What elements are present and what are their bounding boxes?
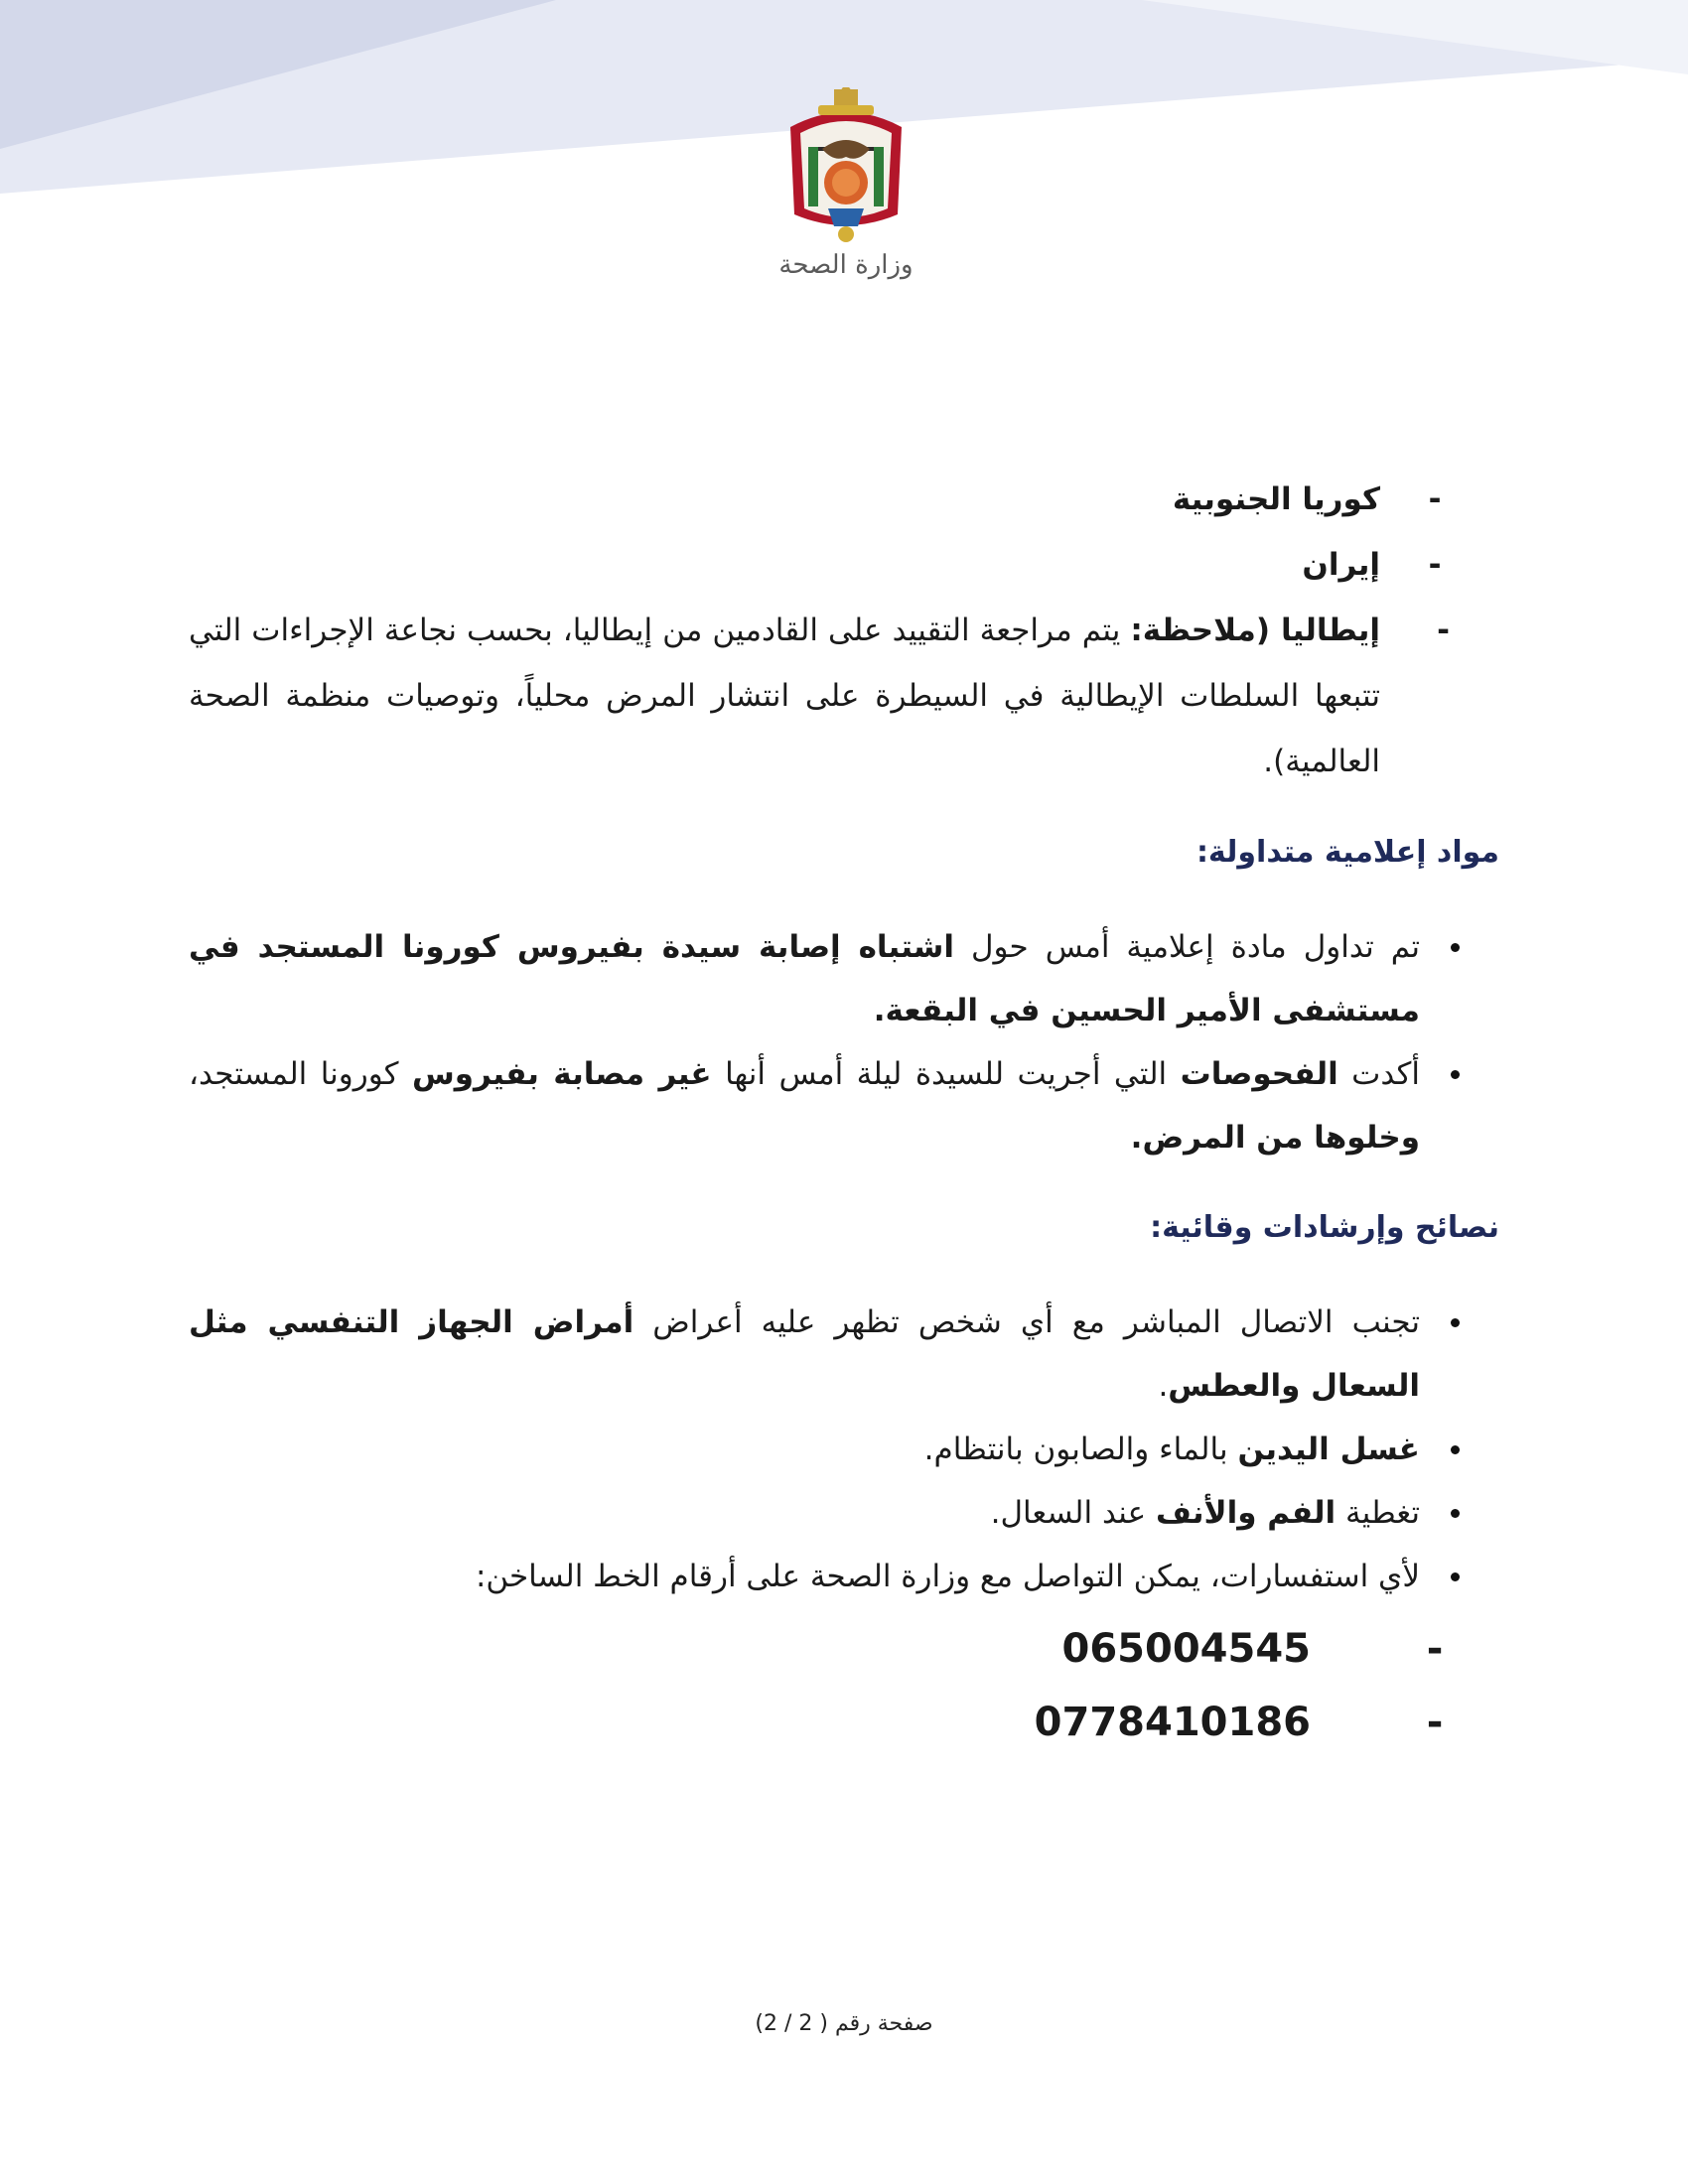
bold-text: غير مصابة بفيروس — [411, 1056, 712, 1092]
bullet-icon — [1451, 1509, 1460, 1518]
coat-of-arms-icon — [778, 87, 914, 246]
advice-list — [189, 1291, 1499, 1608]
list-item — [189, 1042, 1499, 1169]
list-item — [189, 1545, 1499, 1608]
bold-text: الفحوصات — [1180, 1056, 1338, 1092]
country-name: إيران — [1302, 547, 1380, 583]
bullet-icon — [1451, 1445, 1460, 1454]
list-item — [189, 915, 1499, 1042]
dash-marker: - — [1437, 613, 1450, 648]
list-item — [189, 1291, 1499, 1418]
country-list — [189, 467, 1499, 794]
dash-marker: - — [1426, 1700, 1444, 1745]
page-number: صفحة رقم ( 2 / 2) — [755, 2011, 933, 2036]
hotline-number: 0778410186 — [1034, 1700, 1311, 1745]
text-run: تجنب الاتصال المباشر مع أي شخص تظهر عليه أعراض — [633, 1304, 1420, 1340]
advice-section-heading: نصائح وإرشادات وقائية: — [1150, 1210, 1499, 1245]
text-run: تغطية — [1336, 1495, 1420, 1531]
dash-marker: - — [1426, 1626, 1444, 1672]
text-run: كورونا المستجد، — [189, 1056, 412, 1092]
list-item — [189, 1481, 1499, 1545]
bold-text: غسل اليدين — [1237, 1432, 1420, 1467]
text-run: التي أجريت للسيدة ليلة أمس أنها — [711, 1056, 1181, 1092]
bullet-icon — [1451, 1572, 1460, 1581]
country-name: كوريا الجنوبية — [1172, 481, 1380, 517]
bold-text: اشتباه إصابة سيدة بفيروس كورونا المستجد في مستشفى الأمير الحسين في البقعة. — [189, 929, 1420, 1028]
list-item — [189, 467, 1450, 532]
hotline-number: 065004545 — [1061, 1626, 1311, 1672]
bullet-icon — [1451, 1318, 1460, 1327]
dash-marker: - — [1428, 547, 1442, 583]
bold-text: أمراض الجهاز التنفسي مثل السعال والعطس — [189, 1304, 1420, 1404]
bold-text: وخلوها من المرض. — [1130, 1120, 1420, 1156]
country-note: يتم مراجعة التقييد على القادمين من إيطاليا، بحسب نجاعة الإجراءات التي تتبعها السلطات الإيطالية في السيطرة على انتشار المرض محلياً، وتوصيات منظمة الصحة العالمية). — [189, 613, 1380, 779]
text-run: بالماء والصابون بانتظام. — [923, 1432, 1238, 1467]
media-section-heading: مواد إعلامية متداولة: — [1196, 835, 1499, 870]
hotline-item — [189, 1686, 1450, 1759]
list-item — [189, 532, 1450, 598]
media-list — [189, 915, 1499, 1169]
bold-text: الفم والأنف — [1155, 1495, 1336, 1531]
dash-marker: - — [1428, 481, 1442, 517]
bullet-icon — [1451, 1070, 1460, 1079]
document-body — [189, 467, 1499, 1759]
text-run: أكدت — [1337, 1056, 1420, 1092]
list-item — [189, 598, 1450, 794]
country-name: إيطاليا (ملاحظة: — [1130, 613, 1381, 648]
text-run: . — [1158, 1368, 1169, 1404]
hotline-item — [189, 1612, 1450, 1686]
bullet-icon — [1451, 943, 1460, 952]
ministry-name: وزارة الصحة — [778, 250, 914, 280]
text-run: عند السعال. — [990, 1495, 1156, 1531]
text-run: تم تداول مادة إعلامية أمس حول — [953, 929, 1420, 965]
list-item — [189, 1418, 1499, 1481]
text-run: لأي استفسارات، يمكن التواصل مع وزارة الصحة على أرقام الخط الساخن: — [475, 1559, 1420, 1594]
hotline-list — [189, 1612, 1499, 1759]
